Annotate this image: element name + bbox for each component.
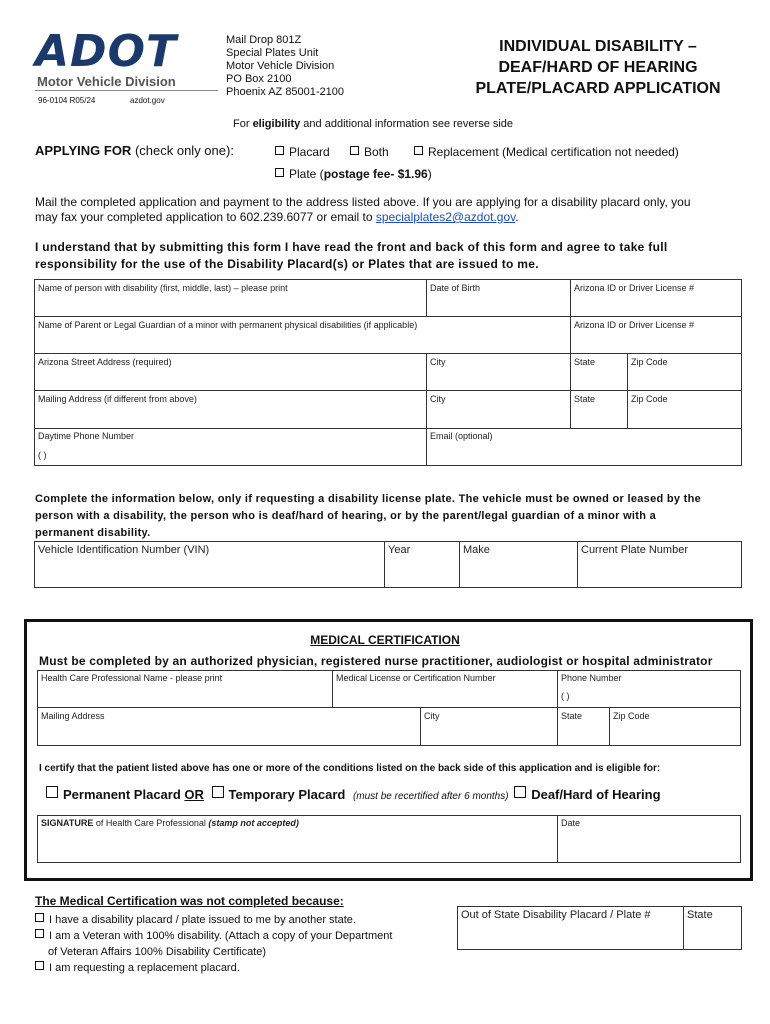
permanent-checkbox[interactable]: [46, 786, 58, 798]
form-number: 96-0104 R05/24: [38, 96, 96, 105]
eligibility-note: For eligibility and additional information see reverse side: [233, 118, 514, 130]
make-field[interactable]: Make: [463, 544, 490, 556]
hcp-phone-field[interactable]: Phone Number: [561, 673, 622, 683]
certify-options: Permanent Placard OR Temporary Placard (must be recertified after 6 months) Deaf/Hard of Hearing: [46, 786, 661, 802]
option-placard[interactable]: Placard: [275, 145, 330, 159]
hcp-zip-field[interactable]: Zip Code: [613, 711, 650, 721]
phone-field[interactable]: Daytime Phone Number: [38, 431, 135, 441]
certify-statement: I certify that the patient listed above has one or more of the conditions listed on the back side of this application and is eligible for:: [39, 763, 661, 774]
applicant-info-table: [34, 279, 742, 466]
phone-parens: ( ): [38, 450, 47, 460]
dob-field[interactable]: Date of Birth: [430, 283, 481, 293]
checkbox[interactable]: [35, 961, 44, 970]
hcp-mailing-field[interactable]: Mailing Address: [41, 711, 105, 721]
zip-field[interactable]: Zip Code: [631, 357, 668, 367]
state-field[interactable]: State: [574, 357, 596, 367]
reason-other-state[interactable]: I have a disability placard / plate issued to me by another state.: [35, 912, 392, 928]
checkbox[interactable]: [275, 146, 284, 155]
mailing-address-block: Mail Drop 801Z Special Plates Unit Motor Vehicle Division PO Box 2100 Phoenix AZ 85001-2100: [226, 34, 345, 98]
email-field[interactable]: Email (optional): [430, 431, 493, 441]
applying-for-label: APPLYING FOR (check only one):: [35, 143, 234, 158]
not-completed-options: I have a disability placard / plate issued to me by another state. I am a Veteran with 100% disability. (Attach a copy of your Department of Veteran Affairs 100% Disability Certificate) I am requesting a replacement placard.: [35, 912, 392, 976]
year-field[interactable]: Year: [388, 544, 411, 556]
checkbox[interactable]: [35, 929, 44, 938]
checkbox[interactable]: [275, 168, 284, 177]
logo-divider: [35, 90, 218, 91]
mail-instructions: Mail the completed application and payment to the address listed above. If you are applying for a disability placard only, you may fax your completed application to 602.239.6077 or email to specialplates2@azdot.gov.: [35, 195, 691, 224]
hcp-state-field[interactable]: State: [561, 711, 583, 721]
temporary-checkbox[interactable]: [212, 786, 224, 798]
email-link[interactable]: specialplates2@azdot.gov: [375, 210, 516, 224]
plate-number-field[interactable]: Current Plate Number: [581, 544, 688, 556]
name-field[interactable]: Name of person with disability (first, middle, last) – please print: [38, 283, 288, 293]
understand-statement: I understand that by submitting this form I have read the front and back of this form and agree to take full responsibility for the use of the Disability Placard(s) or Plates that are issued to me.: [35, 240, 668, 271]
option-both[interactable]: Both: [350, 145, 389, 159]
signature-date-field[interactable]: Date: [561, 818, 581, 828]
license-number-field[interactable]: Medical License or Certification Number: [336, 673, 496, 683]
mailing-zip-field[interactable]: Zip Code: [631, 394, 668, 404]
option-plate[interactable]: Plate (postage fee- $1.96): [275, 167, 432, 181]
guardian-az-id-field[interactable]: Arizona ID or Driver License #: [574, 320, 695, 330]
hcp-phone-parens: ( ): [561, 691, 570, 701]
out-of-state-state-field[interactable]: State: [687, 909, 713, 921]
hcp-name-field[interactable]: Health Care Professional Name - please print: [41, 673, 223, 683]
mailing-state-field[interactable]: State: [574, 394, 596, 404]
not-completed-title: The Medical Certification was not completed because:: [35, 894, 344, 908]
checkbox[interactable]: [35, 913, 44, 922]
checkbox[interactable]: [350, 146, 359, 155]
mailing-address-field[interactable]: Mailing Address (if different from above): [38, 394, 197, 404]
city-field[interactable]: City: [430, 357, 446, 367]
medical-title: MEDICAL CERTIFICATION: [310, 633, 460, 647]
street-address-field[interactable]: Arizona Street Address (required): [38, 357, 172, 367]
mailing-city-field[interactable]: City: [430, 394, 446, 404]
guardian-name-field[interactable]: Name of Parent or Legal Guardian of a minor with permanent physical disabilities (if applicable): [38, 320, 418, 330]
form-title: INDIVIDUAL DISABILITY – DEAF/HARD OF HEARING PLATE/PLACARD APPLICATION: [475, 38, 721, 97]
reason-veteran[interactable]: I am a Veteran with 100% disability. (Attach a copy of your Department: [35, 928, 392, 944]
out-of-state-plate-field[interactable]: Out of State Disability Placard / Plate #: [461, 909, 651, 921]
plate-instructions: Complete the information below, only if requesting a disability license plate. The vehicle must be owned or leased by the person with a disability, the person who is deaf/hard of hearing, or by the parent/legal guardian of a minor with a permanent disability.: [35, 493, 702, 539]
logo-subtitle: Motor Vehicle Division: [37, 74, 176, 89]
signature-field[interactable]: SIGNATURE of Health Care Professional (stamp not accepted): [41, 818, 299, 828]
adot-logo: ADOT: [35, 26, 177, 77]
option-replacement[interactable]: Replacement (Medical certification not needed): [414, 145, 679, 159]
vin-field[interactable]: Vehicle Identification Number (VIN): [38, 544, 210, 556]
medical-subtitle: Must be completed by an authorized physician, registered nurse practitioner, audiologist or hospital administrator: [39, 654, 713, 668]
deaf-checkbox[interactable]: [514, 786, 526, 798]
hcp-city-field[interactable]: City: [424, 711, 440, 721]
website: azdot.gov: [130, 96, 165, 105]
checkbox[interactable]: [414, 146, 423, 155]
az-id-field[interactable]: Arizona ID or Driver License #: [574, 283, 695, 293]
reason-replacement[interactable]: I am requesting a replacement placard.: [35, 960, 392, 976]
